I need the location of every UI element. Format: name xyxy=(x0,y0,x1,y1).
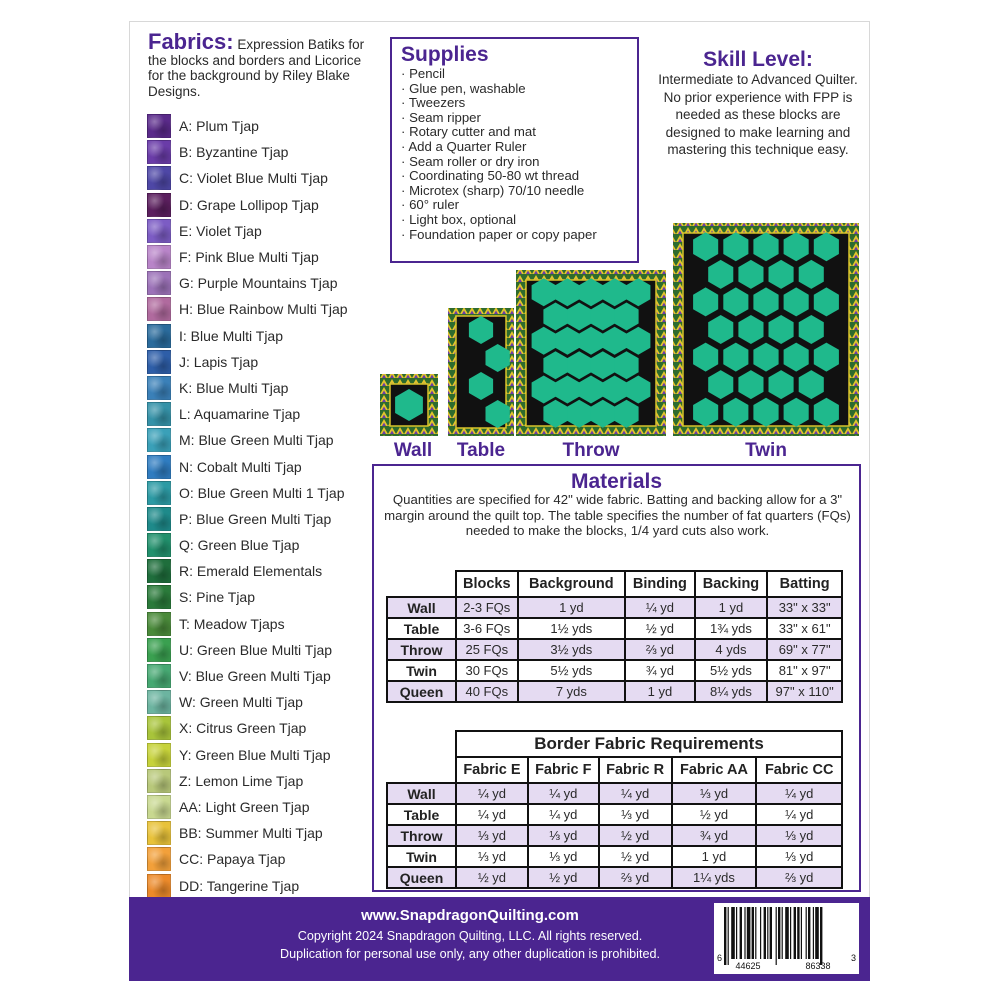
row-header: Table xyxy=(387,804,456,825)
barcode-bar xyxy=(736,907,737,959)
barcode-bar xyxy=(744,907,745,959)
supplies-list xyxy=(401,67,637,242)
fabric-swatch xyxy=(147,612,171,636)
barcode-bar xyxy=(806,907,807,959)
barcode-bar xyxy=(785,907,789,959)
fabric-swatch xyxy=(147,795,171,819)
table-cell: ½ yd xyxy=(625,618,695,639)
table-cell: ¼ yd xyxy=(456,804,528,825)
column-header: Fabric CC xyxy=(756,757,842,783)
materials-table xyxy=(386,570,843,703)
fabric-label: Z: Lemon Lime Tjap xyxy=(179,772,304,789)
skill-text: Intermediate to Advanced Quilter. No prior experience with FPP is needed as these blocks are designed to make learning and mastering this technique easy. xyxy=(658,72,858,157)
row-header: Queen xyxy=(387,867,456,888)
fabric-swatch xyxy=(147,481,171,505)
fabric-item xyxy=(147,611,377,637)
table-row xyxy=(387,783,842,804)
fabric-item xyxy=(147,689,377,715)
fabric-label: BB: Summer Multi Tjap xyxy=(179,825,323,842)
fabric-swatch xyxy=(147,847,171,871)
fabric-item xyxy=(147,323,377,349)
fabric-item xyxy=(147,637,377,663)
quilt-label-twin: Twin xyxy=(745,440,787,461)
table-row xyxy=(387,681,842,702)
table-cell: 3½ yds xyxy=(518,639,626,660)
table-cell: 4 yds xyxy=(695,639,768,660)
fabric-item xyxy=(147,794,377,820)
fabric-list xyxy=(147,113,377,899)
barcode-bar xyxy=(740,907,742,959)
quilt-label-wall: Wall xyxy=(393,440,433,461)
fabric-label: B: Byzantine Tjap xyxy=(179,144,289,161)
barcode-digit-left: 6 xyxy=(717,953,723,963)
fabric-label: CC: Papaya Tjap xyxy=(179,851,286,868)
table-cell: ¼ yd xyxy=(456,783,528,804)
table-cell: ⅓ yd xyxy=(528,846,599,867)
fabric-swatch xyxy=(147,559,171,583)
row-header: Throw xyxy=(387,825,456,846)
barcode-bar xyxy=(767,907,768,959)
fabric-item xyxy=(147,139,377,165)
table-cell: ¼ yd xyxy=(625,597,695,618)
fabric-swatch xyxy=(147,376,171,400)
border-table-title: Border Fabric Requirements xyxy=(456,731,842,757)
table-cell: ½ yd xyxy=(599,825,672,846)
quilt-size-illustrations xyxy=(372,218,862,443)
supply-item: · 60° ruler xyxy=(401,198,637,213)
fabric-swatch xyxy=(147,533,171,557)
table-cell: 97" x 110" xyxy=(767,681,842,702)
supply-item: · Microtex (sharp) 70/10 needle xyxy=(401,184,637,199)
fabric-label: C: Violet Blue Multi Tjap xyxy=(179,170,328,187)
table-cell: ⅔ yd xyxy=(756,867,842,888)
barcode-bars xyxy=(714,903,859,974)
row-header: Wall xyxy=(387,597,456,618)
barcode-bar xyxy=(747,907,751,959)
fabric-swatch xyxy=(147,769,171,793)
table-cell: ¼ yd xyxy=(756,783,842,804)
supply-item: · Pencil xyxy=(401,67,637,82)
table-cell: 1½ yds xyxy=(518,618,626,639)
fabric-swatch xyxy=(147,193,171,217)
fabric-label: M: Blue Green Multi Tjap xyxy=(179,432,334,449)
table-cell: 3-6 FQs xyxy=(456,618,518,639)
materials-title: Materials xyxy=(570,470,663,493)
table-corner xyxy=(387,571,456,597)
fabric-label: O: Blue Green Multi 1 Tjap xyxy=(179,484,345,501)
fabric-label: J: Lapis Tjap xyxy=(179,353,259,370)
barcode-bar xyxy=(728,907,729,965)
fabric-swatch xyxy=(147,874,171,898)
fabric-swatch xyxy=(147,166,171,190)
fabric-item xyxy=(147,558,377,584)
barcode-bar xyxy=(808,907,810,959)
table-cell: 25 FQs xyxy=(456,639,518,660)
table-cell: ⅔ yd xyxy=(625,639,695,660)
column-header: Fabric F xyxy=(528,757,599,783)
fabric-swatch xyxy=(147,507,171,531)
fabric-label: F: Pink Blue Multi Tjap xyxy=(179,249,319,266)
fabrics-intro-text: Expression Batiks for the blocks and borders and Licorice for the background by Riley Blake Designs. xyxy=(148,37,365,99)
fabric-item xyxy=(147,768,377,794)
fabric-label: V: Blue Green Multi Tjap xyxy=(179,668,331,685)
fabric-item xyxy=(147,270,377,296)
barcode-bar xyxy=(724,907,726,965)
barcode-bar xyxy=(820,907,822,965)
column-header: Backing xyxy=(695,571,768,597)
barcode-bar xyxy=(764,907,766,959)
fabric-item xyxy=(147,506,377,532)
table-row xyxy=(387,867,842,888)
fabric-label: R: Emerald Elementals xyxy=(179,563,323,580)
table-cell: ¾ yd xyxy=(672,825,757,846)
table-cell: ⅓ yd xyxy=(456,846,528,867)
fabric-item xyxy=(147,846,377,872)
fabric-swatch xyxy=(147,114,171,138)
table-cell: 1 yd xyxy=(672,846,757,867)
barcode-bar xyxy=(815,907,819,959)
barcode-bar xyxy=(752,907,754,959)
table-cell: 33" x 33" xyxy=(767,597,842,618)
fabric-item xyxy=(147,192,377,218)
duplication-notice: Duplication for personal use only, any other duplication is prohibited. xyxy=(280,947,660,961)
fabric-label: I: Blue Multi Tjap xyxy=(179,327,284,344)
twin-quilt-background xyxy=(683,233,849,426)
column-header: Fabric R xyxy=(599,757,672,783)
materials-text: Quantities are specified for 42" wide fabric. Batting and backing allow for a 3" margin around the quilt top. The table specifies the number of fat quarters (FQs) needed to make the blocks, 1/4 yard cuts also work. xyxy=(384,492,851,538)
table-cell: 1¼ yds xyxy=(672,867,757,888)
table-row xyxy=(387,639,842,660)
table-cell: ¼ yd xyxy=(599,783,672,804)
fabric-swatch xyxy=(147,271,171,295)
table-cell: 40 FQs xyxy=(456,681,518,702)
quilt-label-throw: Throw xyxy=(562,440,620,461)
barcode-bar xyxy=(770,907,772,959)
table-cell: ½ yd xyxy=(599,846,672,867)
supply-item: · Glue pen, washable xyxy=(401,82,637,97)
column-header: Fabric E xyxy=(456,757,528,783)
skill-title: Skill Level: xyxy=(703,48,813,71)
fabric-label: N: Cobalt Multi Tjap xyxy=(179,458,302,475)
fabrics-title: Fabrics: xyxy=(148,29,234,54)
row-header: Twin xyxy=(387,846,456,867)
table-cell: 30 FQs xyxy=(456,660,518,681)
fabric-label: U: Green Blue Multi Tjap xyxy=(179,641,333,658)
table-cell: 8¼ yds xyxy=(695,681,768,702)
table-cell: ½ yd xyxy=(672,804,757,825)
table-cell: ⅓ yd xyxy=(456,825,528,846)
fabric-item xyxy=(147,453,377,479)
column-header: Fabric AA xyxy=(672,757,757,783)
table-cell: ¼ yd xyxy=(756,804,842,825)
fabric-swatch xyxy=(147,821,171,845)
barcode-bar xyxy=(778,907,780,959)
fabric-item xyxy=(147,375,377,401)
barcode-bar xyxy=(731,907,735,959)
table-cell: 1¾ yds xyxy=(695,618,768,639)
table-cell: ⅓ yd xyxy=(756,825,842,846)
barcode-digit-right: 3 xyxy=(851,953,857,963)
table-corner xyxy=(387,757,456,783)
table-cell: ¼ yd xyxy=(528,804,599,825)
fabric-label: D: Grape Lollipop Tjap xyxy=(179,196,319,213)
fabric-swatch xyxy=(147,664,171,688)
table-cell: 1 yd xyxy=(518,597,626,618)
supply-item: · Add a Quarter Ruler xyxy=(401,140,637,155)
fabric-item xyxy=(147,663,377,689)
table-cell: 5½ yds xyxy=(695,660,768,681)
fabric-swatch xyxy=(147,455,171,479)
barcode-bar xyxy=(794,907,796,959)
fabric-swatch xyxy=(147,428,171,452)
table-cell: ½ yd xyxy=(456,867,528,888)
fabric-swatch xyxy=(147,245,171,269)
table-cell: ⅓ yd xyxy=(528,825,599,846)
table-cell: 33" x 61" xyxy=(767,618,842,639)
table-cell: ¼ yd xyxy=(528,783,599,804)
fabric-label: E: Violet Tjap xyxy=(179,222,262,239)
table-cell: ⅓ yd xyxy=(599,804,672,825)
table-cell: ⅓ yd xyxy=(672,783,757,804)
table-cell: 81" x 97" xyxy=(767,660,842,681)
fabric-label: S: Pine Tjap xyxy=(179,589,256,606)
column-header: Blocks xyxy=(456,571,518,597)
fabric-item xyxy=(147,218,377,244)
table-cell: 7 yds xyxy=(518,681,626,702)
table-row xyxy=(387,804,842,825)
table-cell: 69" x 77" xyxy=(767,639,842,660)
fabric-label: T: Meadow Tjaps xyxy=(179,615,285,632)
barcode-digits-group1: 44625 xyxy=(735,961,761,971)
fabric-item xyxy=(147,480,377,506)
column-header: Background xyxy=(518,571,626,597)
row-header: Wall xyxy=(387,783,456,804)
fabric-item xyxy=(147,872,377,898)
table-row xyxy=(387,618,842,639)
fabric-label: X: Citrus Green Tjap xyxy=(179,720,307,737)
fabric-label: W: Green Multi Tjap xyxy=(179,694,303,711)
fabric-item xyxy=(147,296,377,322)
fabric-swatch xyxy=(147,690,171,714)
fabric-label: DD: Tangerine Tjap xyxy=(179,877,300,894)
fabric-swatch xyxy=(147,743,171,767)
fabric-item xyxy=(147,349,377,375)
fabric-item xyxy=(147,742,377,768)
supply-item: · Coordinating 50-80 wt thread xyxy=(401,169,637,184)
materials-box xyxy=(372,464,861,892)
table-cell: 1 yd xyxy=(625,681,695,702)
supply-item: · Foundation paper or copy paper xyxy=(401,228,637,243)
fabric-label: K: Blue Multi Tjap xyxy=(179,379,289,396)
table-cell: 2-3 FQs xyxy=(456,597,518,618)
row-header: Queen xyxy=(387,681,456,702)
fabric-label: G: Purple Mountains Tjap xyxy=(179,275,338,292)
border-fabric-table xyxy=(386,730,843,889)
fabric-swatch xyxy=(147,219,171,243)
fabrics-intro xyxy=(148,29,373,99)
fabric-item xyxy=(147,532,377,558)
table-cell: ½ yd xyxy=(528,867,599,888)
fabric-label: H: Blue Rainbow Multi Tjap xyxy=(179,301,348,318)
table-cell: 5½ yds xyxy=(518,660,626,681)
supply-item: · Seam ripper xyxy=(401,111,637,126)
fabric-swatch xyxy=(147,638,171,662)
skill-level xyxy=(648,47,868,159)
table-cell: ⅓ yd xyxy=(756,846,842,867)
fabric-item xyxy=(147,427,377,453)
website-link[interactable]: www.SnapdragonQuilting.com xyxy=(361,907,579,924)
quilt-label-table: Table xyxy=(456,440,506,461)
fabric-label: A: Plum Tjap xyxy=(179,118,259,135)
column-header: Batting xyxy=(767,571,842,597)
table-row xyxy=(387,660,842,681)
barcode-bar xyxy=(782,907,783,959)
table-cell: ⅔ yd xyxy=(599,867,672,888)
fabric-label: Q: Green Blue Tjap xyxy=(179,537,300,554)
fabric-item xyxy=(147,165,377,191)
table-row xyxy=(387,825,842,846)
table-cell: ¾ yd xyxy=(625,660,695,681)
fabric-label: P: Blue Green Multi Tjap xyxy=(179,510,332,527)
barcode-bar xyxy=(790,907,791,959)
supply-item: · Seam roller or dry iron xyxy=(401,155,637,170)
barcode-digits-group2: 86338 xyxy=(805,961,831,971)
fabric-swatch xyxy=(147,324,171,348)
fabric-swatch xyxy=(147,140,171,164)
row-header: Table xyxy=(387,618,456,639)
row-header: Throw xyxy=(387,639,456,660)
table-row xyxy=(387,846,842,867)
fabric-label: Y: Green Blue Multi Tjap xyxy=(179,746,331,763)
fabric-swatch xyxy=(147,350,171,374)
fabric-swatch xyxy=(147,402,171,426)
fabric-item xyxy=(147,584,377,610)
fabric-label: L: Aquamarine Tjap xyxy=(179,406,301,423)
fabric-item xyxy=(147,113,377,139)
fabric-label: AA: Light Green Tjap xyxy=(179,798,310,815)
fabric-item xyxy=(147,715,377,741)
barcode xyxy=(714,903,859,974)
table-corner xyxy=(387,731,456,757)
fabric-item xyxy=(147,820,377,846)
supply-item: · Light box, optional xyxy=(401,213,637,228)
barcode-bar xyxy=(755,907,756,959)
copyright-text: Copyright 2024 Snapdragon Quilting, LLC. All rights reserved. xyxy=(297,929,643,943)
barcode-bar xyxy=(801,907,802,959)
supplies-title: Supplies xyxy=(401,43,489,66)
row-header: Twin xyxy=(387,660,456,681)
fabric-swatch xyxy=(147,585,171,609)
fabric-swatch xyxy=(147,716,171,740)
barcode-bar xyxy=(797,907,799,959)
barcode-bar xyxy=(760,907,761,959)
table-row xyxy=(387,597,842,618)
barcode-bar xyxy=(776,907,777,965)
supply-item: · Rotary cutter and mat xyxy=(401,125,637,140)
fabric-item xyxy=(147,244,377,270)
supply-item: · Tweezers xyxy=(401,96,637,111)
table-cell: 1 yd xyxy=(695,597,768,618)
barcode-bar xyxy=(813,907,814,959)
fabric-item xyxy=(147,401,377,427)
fabric-swatch xyxy=(147,297,171,321)
column-header: Binding xyxy=(625,571,695,597)
